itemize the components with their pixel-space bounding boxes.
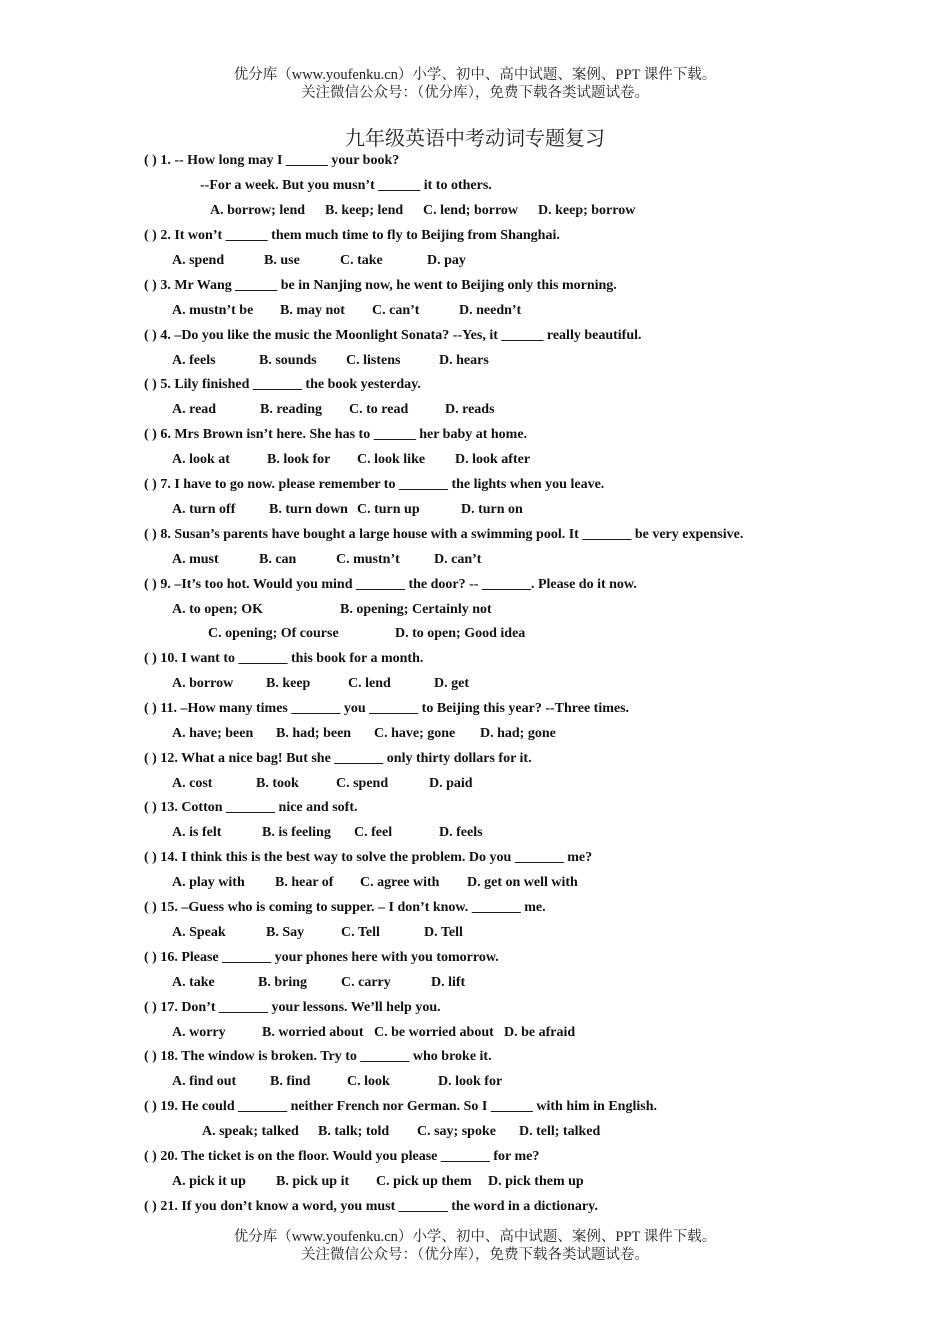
question-3-option-a: A. mustn’t be xyxy=(172,303,254,318)
question-12-option-b: B. took xyxy=(256,776,299,791)
question-5-option-b: B. reading xyxy=(260,402,322,417)
question-5: ( ) 5. Lily finished _______ the book yesterday. xyxy=(144,377,421,392)
question-1-option-d: D. keep; borrow xyxy=(538,203,636,218)
question-3-option-d: D. needn’t xyxy=(459,303,522,318)
question-1-reply: --For a week. But you musn’t ______ it to others. xyxy=(200,178,492,193)
question-13-option-a: A. is felt xyxy=(172,825,222,840)
question-13-option-c: C. feel xyxy=(354,825,393,840)
question-19-option-d: D. tell; talked xyxy=(519,1124,601,1139)
question-19-option-c: C. say; spoke xyxy=(417,1124,496,1139)
question-4-option-a: A. feels xyxy=(172,353,216,368)
question-7-option-c: C. turn up xyxy=(357,502,420,517)
question-21: ( ) 21. If you don’t know a word, you must _______ the word in a dictionary. xyxy=(144,1199,598,1214)
question-1: ( ) 1. -- How long may I ______ your book? xyxy=(144,153,400,168)
question-8-option-c: C. mustn’t xyxy=(336,552,400,567)
question-20-option-b: B. pick up it xyxy=(276,1174,350,1189)
question-3-option-b: B. may not xyxy=(280,303,345,318)
question-14-option-d: D. get on well with xyxy=(467,875,578,890)
header-line-2: 关注微信公众号：（优分库），免费下载各类试题试卷。 xyxy=(301,85,649,101)
question-2-option-c: C. take xyxy=(340,253,383,268)
question-19-option-a: A. speak; talked xyxy=(202,1124,299,1139)
question-15-option-c: C. Tell xyxy=(341,925,380,940)
question-8-option-b: B. can xyxy=(259,552,297,567)
question-9-option-a: A. to open; OK xyxy=(172,602,263,617)
question-2-option-d: D. pay xyxy=(427,253,466,268)
question-13-option-b: B. is feeling xyxy=(262,825,331,840)
question-12-option-d: D. paid xyxy=(429,776,473,791)
question-3: ( ) 3. Mr Wang ______ be in Nanjing now, he went to Beijing only this morning. xyxy=(144,278,617,293)
question-17-option-d: D. be afraid xyxy=(504,1025,576,1040)
question-15-option-a: A. Speak xyxy=(172,925,226,940)
question-4-option-b: B. sounds xyxy=(259,353,317,368)
question-11-option-c: C. have; gone xyxy=(374,726,456,741)
question-18-option-a: A. find out xyxy=(172,1074,237,1089)
question-17-option-a: A. worry xyxy=(172,1025,226,1040)
question-17-option-c: C. be worried about xyxy=(374,1025,494,1040)
footer-line-1: 优分库（www.youfenku.cn）小学、初中、高中试题、案例、PPT 课件下载。 xyxy=(233,1229,717,1245)
question-13: ( ) 13. Cotton _______ nice and soft. xyxy=(144,800,358,815)
question-5-option-d: D. reads xyxy=(445,402,495,417)
question-15-option-b: B. Say xyxy=(266,925,305,940)
question-9-option-c: C. opening; Of course xyxy=(208,626,339,641)
question-15: ( ) 15. –Guess who is coming to supper. – I don’t know. _______ me. xyxy=(144,900,546,915)
question-14-option-a: A. play with xyxy=(172,875,245,890)
question-8-option-a: A. must xyxy=(172,552,219,567)
question-2-option-b: B. use xyxy=(264,253,300,268)
question-18: ( ) 18. The window is broken. Try to _______ who broke it. xyxy=(144,1049,492,1064)
question-10-option-c: C. lend xyxy=(348,676,391,691)
question-10: ( ) 10. I want to _______ this book for a month. xyxy=(144,651,424,666)
question-13-option-d: D. feels xyxy=(439,825,483,840)
question-20-option-d: D. pick them up xyxy=(488,1174,584,1189)
question-16: ( ) 16. Please _______ your phones here with you tomorrow. xyxy=(144,950,499,965)
question-9-option-b: B. opening; Certainly not xyxy=(340,602,492,617)
page-header xyxy=(0,66,950,102)
question-19-option-b: B. talk; told xyxy=(318,1124,390,1139)
question-15-option-d: D. Tell xyxy=(424,925,463,940)
question-9: ( ) 9. –It’s too hot. Would you mind _______ the door? -- _______. Please do it now. xyxy=(144,577,637,592)
question-7: ( ) 7. I have to go now. please remember to _______ the lights when you leave. xyxy=(144,477,605,492)
footer-line-2: 关注微信公众号：（优分库），免费下载各类试题试卷。 xyxy=(301,1247,649,1263)
question-18-option-b: B. find xyxy=(270,1074,311,1089)
question-11-option-a: A. have; been xyxy=(172,726,254,741)
question-1-option-c: C. lend; borrow xyxy=(423,203,519,218)
question-18-option-c: C. look xyxy=(347,1074,390,1089)
question-3-option-c: C. can’t xyxy=(372,303,420,318)
question-16-option-b: B. bring xyxy=(258,975,308,990)
question-10-option-d: D. get xyxy=(434,676,469,691)
question-8: ( ) 8. Susan’s parents have bought a large house with a swimming pool. It _______ be very expensive. xyxy=(144,527,744,542)
question-14-option-b: B. hear of xyxy=(275,875,334,890)
question-11-option-d: D. had; gone xyxy=(480,726,556,741)
page-title: 九年级英语中考动词专题复习 xyxy=(345,128,605,150)
question-8-option-d: D. can’t xyxy=(434,552,482,567)
question-20: ( ) 20. The ticket is on the floor. Would you please _______ for me? xyxy=(144,1149,540,1164)
question-6-option-a: A. look at xyxy=(172,452,230,467)
question-10-option-a: A. borrow xyxy=(172,676,234,691)
question-7-option-d: D. turn on xyxy=(461,502,523,517)
question-6: ( ) 6. Mrs Brown isn’t here. She has to ______ her baby at home. xyxy=(144,427,528,442)
question-7-option-a: A. turn off xyxy=(172,502,236,517)
header-line-1: 优分库（www.youfenku.cn）小学、初中、高中试题、案例、PPT 课件下载。 xyxy=(233,67,717,83)
question-16-option-d: D. lift xyxy=(431,975,466,990)
question-19: ( ) 19. He could _______ neither French nor German. So I ______ with him in English. xyxy=(144,1099,657,1114)
question-16-option-c: C. carry xyxy=(341,975,391,990)
question-4-option-c: C. listens xyxy=(346,353,401,368)
question-12-option-a: A. cost xyxy=(172,776,213,791)
question-20-option-c: C. pick up them xyxy=(376,1174,472,1189)
question-1-option-a: A. borrow; lend xyxy=(210,203,306,218)
question-1-option-b: B. keep; lend xyxy=(325,203,404,218)
question-9-option-d: D. to open; Good idea xyxy=(395,626,526,641)
question-10-option-b: B. keep xyxy=(266,676,311,691)
question-18-option-d: D. look for xyxy=(438,1074,503,1089)
question-6-option-d: D. look after xyxy=(455,452,531,467)
question-12-option-c: C. spend xyxy=(336,776,389,791)
question-14-option-c: C. agree with xyxy=(360,875,440,890)
question-20-option-a: A. pick it up xyxy=(172,1174,246,1189)
question-7-option-b: B. turn down xyxy=(269,502,348,517)
question-6-option-c: C. look like xyxy=(357,452,426,467)
question-4-option-d: D. hears xyxy=(439,353,489,368)
question-5-option-c: C. to read xyxy=(349,402,409,417)
question-17: ( ) 17. Don’t _______ your lessons. We’ll help you. xyxy=(144,1000,441,1015)
question-17-option-b: B. worried about xyxy=(262,1025,364,1040)
question-2-option-a: A. spend xyxy=(172,253,225,268)
question-4: ( ) 4. –Do you like the music the Moonlight Sonata? --Yes, it ______ really beautiful. xyxy=(144,328,642,343)
question-11-option-b: B. had; been xyxy=(276,726,352,741)
question-6-option-b: B. look for xyxy=(267,452,331,467)
question-16-option-a: A. take xyxy=(172,975,215,990)
question-14: ( ) 14. I think this is the best way to solve the problem. Do you _______ me? xyxy=(144,850,593,865)
page-footer xyxy=(0,1228,950,1264)
question-5-option-a: A. read xyxy=(172,402,217,417)
question-11: ( ) 11. –How many times _______ you _______ to Beijing this year? --Three times. xyxy=(144,701,630,716)
question-12: ( ) 12. What a nice bag! But she _______ only thirty dollars for it. xyxy=(144,751,532,766)
question-2: ( ) 2. It won’t ______ them much time to fly to Beijing from Shanghai. xyxy=(144,228,560,243)
